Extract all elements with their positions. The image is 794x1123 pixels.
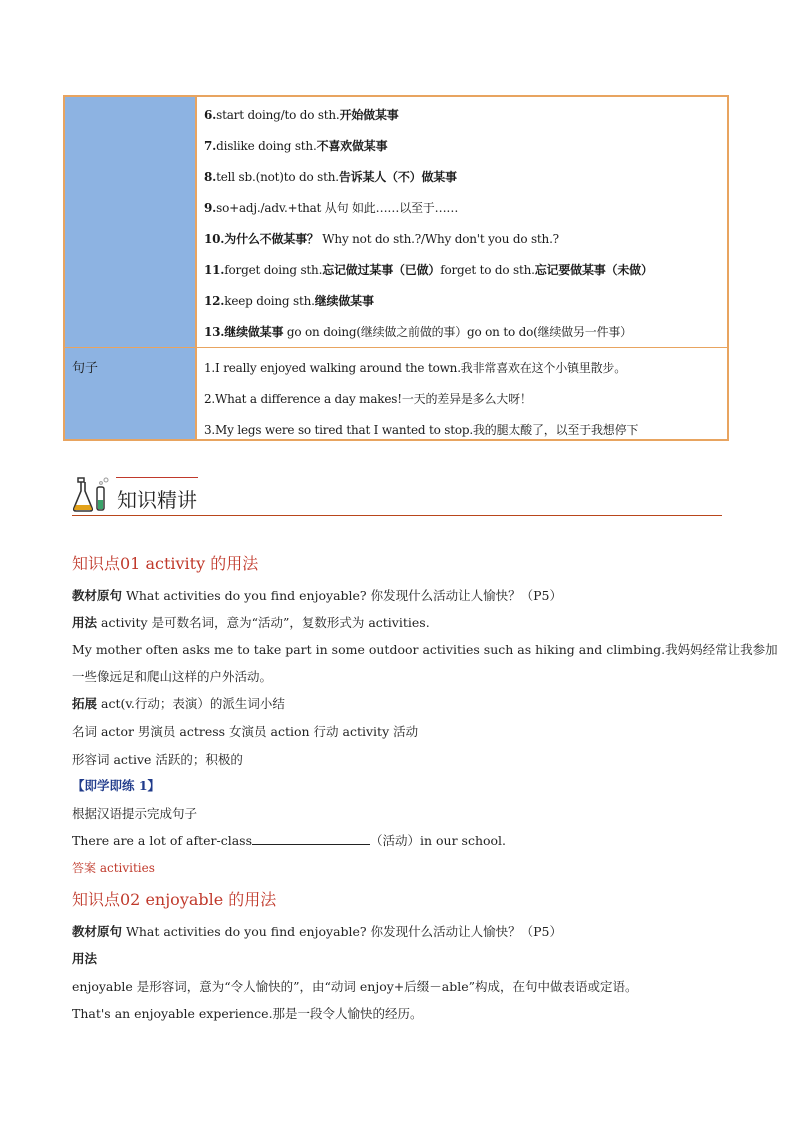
practice-exercise: There are a lot of after-class （活动）in our school. [72, 833, 507, 848]
phrase-line: 13.继续做某事 go on doing(继续做之前做的事）go on to do(继续做另一件事） [204, 325, 632, 339]
practice-answer: 答案 activities [72, 861, 155, 875]
phrase-line: 7.dislike doing sth.不喜欢做某事 [204, 139, 388, 153]
phrase-line: 8.tell sb.(not)to do sth.告诉某人（不）做某事 [204, 170, 457, 184]
kp1-usage: 用法 activity 是可数名词，意为“活动”，复数形式为 activities. [72, 615, 430, 630]
vocab-table [63, 95, 729, 441]
kp1-adjective: 形容词 active 活跃的；积极的 [72, 752, 243, 767]
phrase-line: 12.keep doing sth.继续做某事 [204, 294, 374, 308]
sentence-line: 2.What a difference a day makes!一天的差异是多么大呀！ [204, 392, 532, 406]
phrase-line: 10.为什么不做某事？ Why not do sth.?/Why don't you do sth.? [204, 232, 559, 246]
table-cell-label-sentences [65, 347, 197, 439]
section-title: 知识精讲 [117, 488, 197, 512]
phrase-line: 6.start doing/to do sth.开始做某事 [204, 108, 399, 122]
practice-instruction: 根据汉语提示完成句子 [72, 806, 198, 821]
table-row-divider [65, 347, 727, 348]
table-cell-label-phrases [65, 97, 197, 347]
answer-blank[interactable] [252, 834, 370, 845]
table-row-label: 句子 [72, 361, 99, 376]
kp2-original-sentence: 教材原句 What activities do you find enjoyable? 你发现什么活动让人愉快？（P5） [72, 924, 562, 939]
kp1-title: 知识点01 activity 的用法 [72, 554, 259, 573]
section-heading [72, 475, 722, 519]
kp1-nouns: 名词 actor 男演员 actress 女演员 action 行动 activity 活动 [72, 724, 419, 739]
heading-accent-line [116, 477, 198, 478]
kp2-title: 知识点02 enjoyable 的用法 [72, 890, 277, 909]
sentence-line: 3.My legs were so tired that I wanted to stop.我的腿太酸了，以至于我想停下 [204, 423, 639, 437]
phrase-line: 9.so+adj./adv.+that 从句 如此……以至于…… [204, 201, 459, 215]
kp2-example: That's an enjoyable experience.那是一段令人愉快的经历。 [72, 1006, 423, 1021]
flask-icon [72, 475, 112, 513]
phrase-line: 11.forget doing sth.忘记做过某事（已做）forget to do sth.忘记要做某事（未做） [204, 263, 653, 277]
kp2-usage-label: 用法 [72, 951, 98, 966]
kp1-example-line1: My mother often asks me to take part in some outdoor activities such as hiking and climbing.我妈妈经常让我参加 [72, 642, 778, 657]
kp1-example-line2: 一些像远足和爬山这样的户外活动。 [72, 669, 273, 684]
heading-underline [72, 515, 722, 516]
sentence-line: 1.I really enjoyed walking around the town.我非常喜欢在这个小镇里散步。 [204, 361, 627, 375]
kp1-extension: 拓展 act(v.行动；表演）的派生词小结 [72, 696, 285, 711]
kp2-usage: enjoyable 是形容词，意为“令人愉快的”，由“动词 enjoy+后缀－able”构成，在句中做表语或定语。 [72, 979, 638, 994]
practice-heading: 【即学即练 1】 [72, 778, 161, 793]
kp1-original-sentence: 教材原句 What activities do you find enjoyable? 你发现什么活动让人愉快？（P5） [72, 588, 562, 603]
